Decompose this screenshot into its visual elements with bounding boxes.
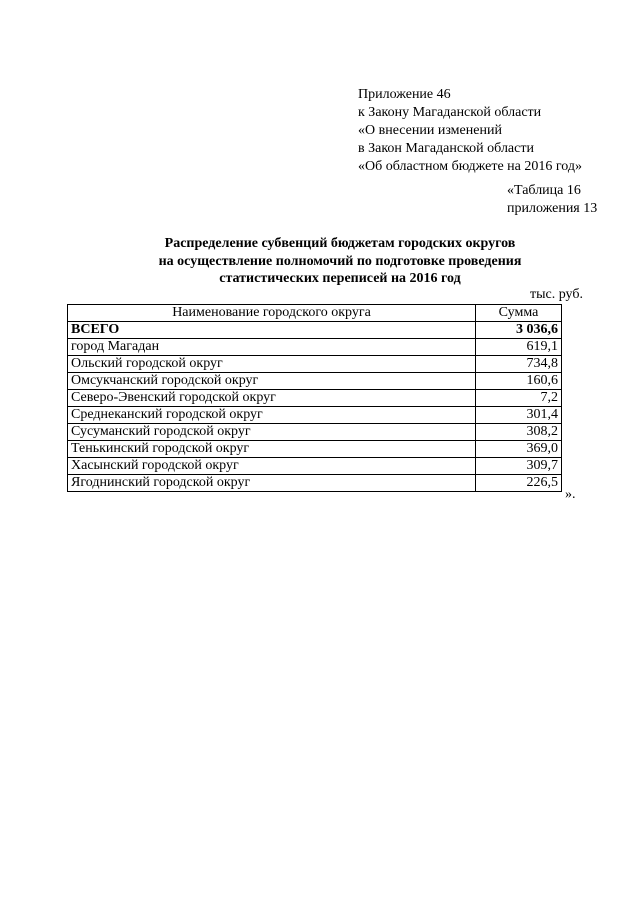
- row-name: город Магадан: [68, 339, 476, 356]
- table-row: [68, 390, 562, 407]
- row-sum: 734,8: [476, 356, 562, 373]
- row-name: Омсукчанский городской округ: [68, 373, 476, 390]
- row-name: Ольский городской округ: [68, 356, 476, 373]
- table-reference-line: «Таблица 16: [507, 183, 581, 198]
- appendix-line: «О внесении изменений: [358, 123, 502, 138]
- closing-quote: ».: [565, 487, 576, 502]
- appendix-line: «Об областном бюджете на 2016 год»: [358, 159, 582, 174]
- row-sum: 619,1: [476, 339, 562, 356]
- row-name: Хасынский городской округ: [68, 458, 476, 475]
- table-row: [68, 458, 562, 475]
- table-row: [68, 424, 562, 441]
- row-name: Ягоднинский городской округ: [68, 475, 476, 492]
- appendix-block: [358, 86, 582, 176]
- table-row: [68, 441, 562, 458]
- row-name: Сусуманский городской округ: [68, 424, 476, 441]
- total-name: ВСЕГО: [68, 322, 476, 339]
- units-label: тыс. руб.: [530, 287, 583, 302]
- row-sum: 308,2: [476, 424, 562, 441]
- table-row: [68, 373, 562, 390]
- appendix-line: Приложение 46: [358, 87, 451, 102]
- row-name: Северо-Эвенский городской округ: [68, 390, 476, 407]
- row-name: Среднеканский городской округ: [68, 407, 476, 424]
- title-line: Распределение субвенций бюджетам городских округов: [164, 236, 516, 251]
- table-reference: [507, 182, 597, 218]
- table-row: [68, 356, 562, 373]
- row-sum: 369,0: [476, 441, 562, 458]
- row-name: Тенькинский городской округ: [68, 441, 476, 458]
- title-line: статистических переписей на 2016 год: [219, 271, 461, 286]
- row-sum: 226,5: [476, 475, 562, 492]
- document-title: [100, 235, 580, 288]
- row-sum: 7,2: [476, 390, 562, 407]
- row-sum: 309,7: [476, 458, 562, 475]
- table-row: [68, 475, 562, 492]
- total-sum: 3 036,6: [476, 322, 562, 339]
- subvention-table: [67, 304, 562, 492]
- row-sum: 160,6: [476, 373, 562, 390]
- appendix-line: к Закону Магаданской области: [358, 105, 542, 120]
- title-line: на осуществление полномочий по подготовке проведения: [158, 253, 522, 269]
- table-row: [68, 407, 562, 424]
- table-total-row: [68, 322, 562, 339]
- header-sum: Сумма: [476, 305, 562, 322]
- table-reference-line: приложения 13: [507, 201, 598, 216]
- header-name: Наименование городского округа: [68, 305, 476, 322]
- table-header-row: [68, 305, 562, 322]
- table-row: [68, 339, 562, 356]
- appendix-line: в Закон Магаданской области: [358, 141, 534, 156]
- row-sum: 301,4: [476, 407, 562, 424]
